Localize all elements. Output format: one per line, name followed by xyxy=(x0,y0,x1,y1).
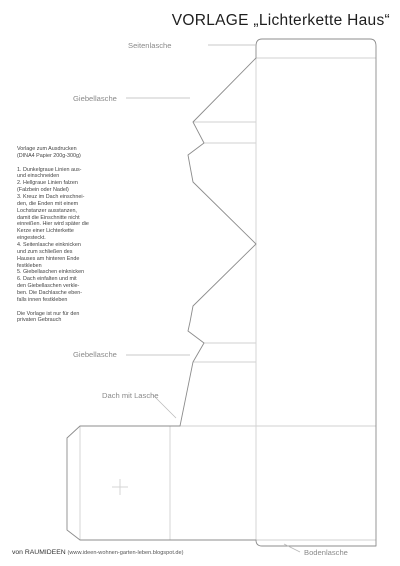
instruction-line: 5. Giebellaschen einknicken xyxy=(17,269,85,276)
instruction-line: ben. Die Dachlasche eben- xyxy=(17,289,83,296)
fold-lines xyxy=(80,58,376,540)
instruction-line: 3. Kreuz im Dach einschnei- xyxy=(17,193,85,200)
instruction-line: Lochstanzer ausstanzen, xyxy=(17,207,77,214)
instruction-line: den Giebellaschen verkle- xyxy=(17,283,80,290)
instructions-text xyxy=(17,146,117,324)
instruction-line: Kerze einer Lichterkette xyxy=(17,228,74,235)
footer-url: (www.ideen-wohnen-garten-leben.blogspot.de) xyxy=(67,550,184,556)
instruction-line: 4. Seitenlasche einknicken xyxy=(17,241,81,248)
footer xyxy=(12,549,184,556)
instructions-gap xyxy=(17,160,117,167)
footer-author: von RAUMIDEEN xyxy=(12,549,66,556)
leader-bodenlasche xyxy=(284,544,300,552)
instruction-line: Die Vorlage ist nur für den xyxy=(17,310,80,317)
instruction-line: festkleben xyxy=(17,262,42,269)
label-giebellasche-bottom: Giebellasche xyxy=(73,350,117,359)
instruction-line: 6. Dach einfalten und mit xyxy=(17,276,77,283)
instruction-line: 1. Dunkelgraue Linien aus- xyxy=(17,166,82,173)
instruction-line: Vorlage zum Ausdrucken xyxy=(17,146,77,152)
label-dach-mit-lasche: Dach mit Lasche xyxy=(102,391,159,400)
label-seitenlasche: Seitenlasche xyxy=(128,41,172,50)
instruction-line: 2. Hellgraue Linien falzen xyxy=(17,180,78,187)
leader-lines xyxy=(126,45,300,552)
instruction-line: (DINA4 Papier 200g-300g) xyxy=(17,152,81,159)
instruction-line: und zum schließen des xyxy=(17,248,73,255)
label-giebellasche-top: Giebellasche xyxy=(73,94,117,103)
instruction-line: damit die Einschnitte nicht xyxy=(17,214,80,221)
instructions-gap xyxy=(17,304,117,311)
instruction-line: falls innen festkleben xyxy=(17,296,68,303)
page-title: VORLAGE „Lichterkette Haus“ xyxy=(171,12,390,29)
instruction-line: den, die Enden mit einem xyxy=(17,200,79,207)
label-bodenlasche: Bodenlasche xyxy=(304,548,348,557)
instruction-line: eingesteckt. xyxy=(17,235,46,242)
instruction-line: privaten Gebrauch xyxy=(17,317,62,324)
instruction-line: einreißen. Hier wird später die xyxy=(17,221,89,228)
instruction-line: und einschneiden xyxy=(17,173,60,180)
instruction-line: (Falzbein oder Nadel) xyxy=(17,187,69,194)
instruction-line: Hauses am hinteren Ende xyxy=(17,255,80,262)
